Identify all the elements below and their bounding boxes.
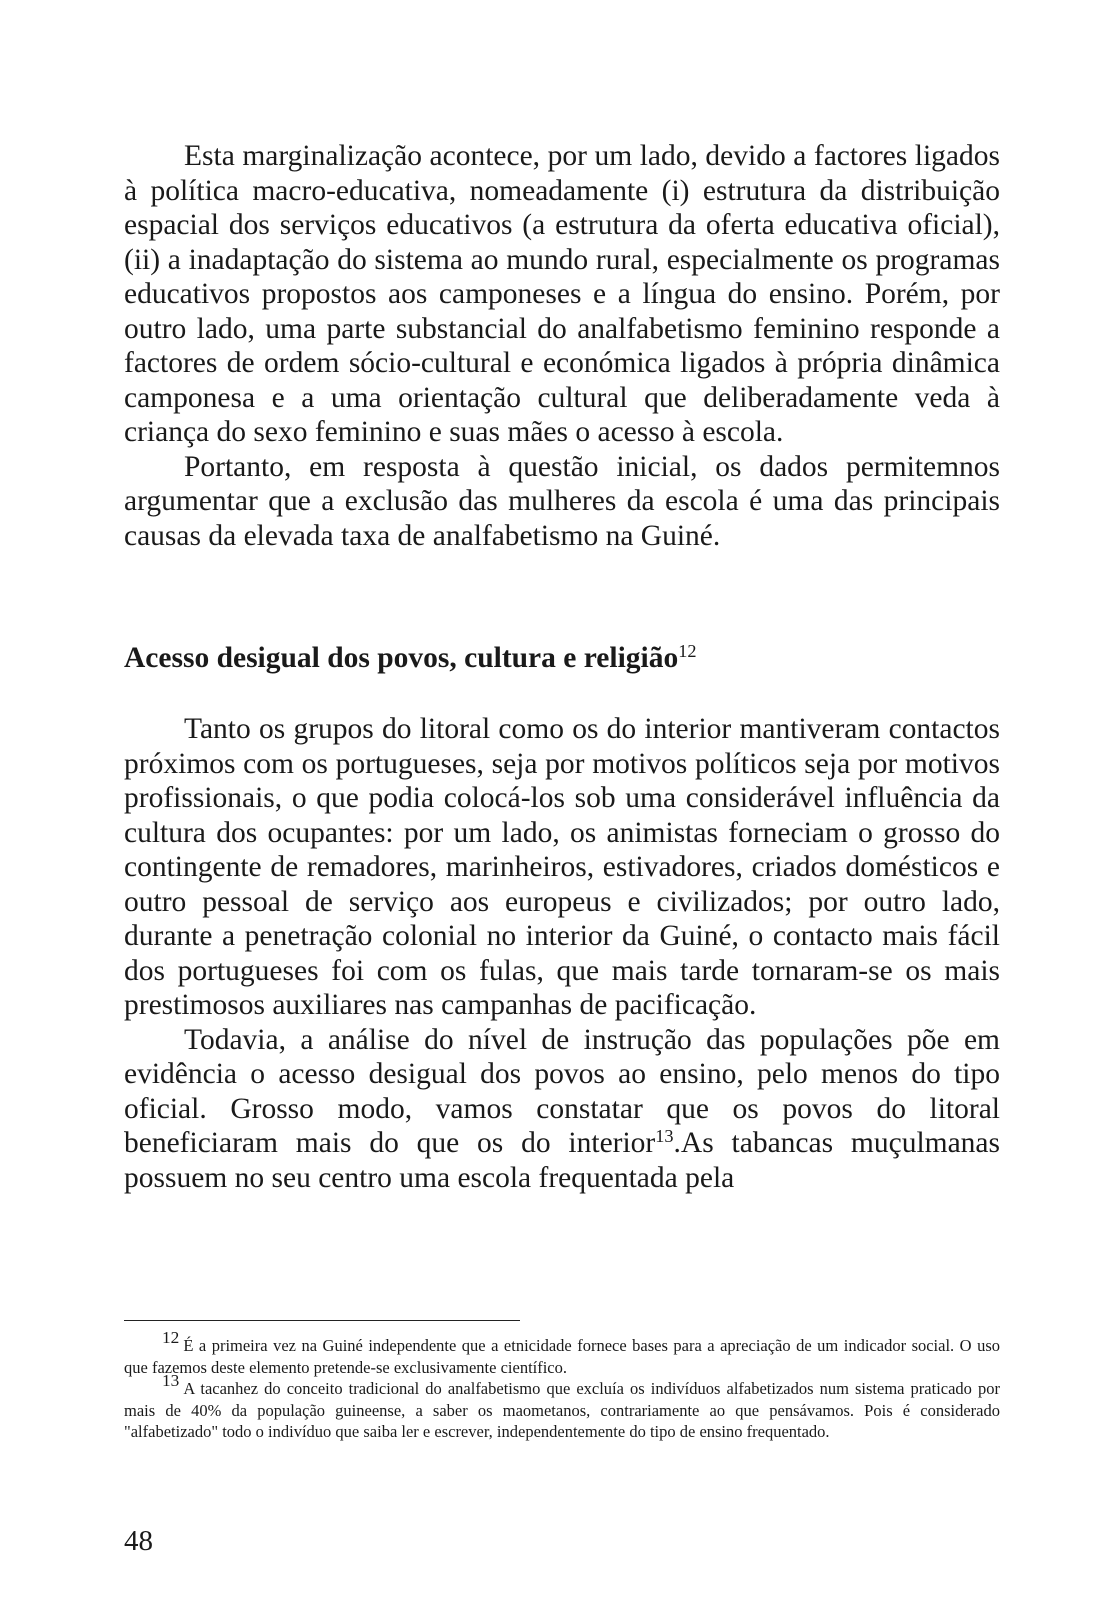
footnote-separator (124, 1320, 520, 1321)
footnote (124, 1371, 1000, 1443)
footnotes (124, 1328, 1000, 1443)
footnote-text: É a primeira vez na Guiné independente que a etnicidade fornece bases para a apreciação de um indicador social. O uso que fazemos deste elemento pretende-se exclusivamente científico. (124, 1336, 1000, 1377)
body-text-bottom (124, 712, 1000, 1195)
paragraph: Tanto os grupos do litoral como os do interior mantiveram contactos próximos com os portugueses, seja por motivos políticos seja por motivos profissionais, o que podia colocá-los sob uma considerável influência da cultura dos ocupantes: por um lado, os animistas forneciam o grosso do contingente de remadores, marinheiros, estivadores, criados domésticos e outro pessoal de serviço aos europeus e civilizados; por outro lado, durante a penetração colonial no interior da Guiné, o contacto mais fácil dos portugueses foi com os fulas, que mais tarde tornaram-se os mais prestimosos auxiliares nas campanhas de pacificação. (124, 713, 1000, 1021)
section-heading-text: Acesso desigual dos povos, cultura e religião (124, 642, 679, 674)
page-number: 48 (124, 1525, 153, 1557)
footnote-ref[interactable]: 12 (678, 640, 697, 661)
footnote-ref[interactable]: 13 (655, 1125, 674, 1146)
section-heading (124, 640, 697, 676)
paragraph (124, 1023, 1000, 1196)
footnote-text: A tacanhez do conceito tradicional do analfabetismo que excluía os indivíduos alfabetizados num sistema praticado por mais de 40% da população guineense, a saber os maometanos, contrariamente ao que pensávamos. Pois é considerado "alfabetizado" todo o indivíduo que saiba ler e escrever, independentemente do tipo de ensino frequentado. (124, 1379, 1000, 1441)
footnote-number: 12 (162, 1328, 180, 1348)
footnote (124, 1328, 1000, 1378)
body-text-top (124, 139, 1000, 553)
paragraph-text: Todavia, a análise do nível de instrução das populações põe em evidência o acesso desigual dos povos ao ensino, pelo menos do tipo oficial. Grosso modo, vamos constatar que os povos do litoral beneficiaram mais do que os do interior (124, 1023, 1000, 1159)
paragraph-text: .As tabancas muçulmanas possuem no seu centro uma escola frequentada pela (124, 1127, 1000, 1194)
paragraph: Portanto, em resposta à questão inicial, os dados permitemnos argumentar que a exclusão das mulheres da escola é uma das principais causas da elevada taxa de analfabetismo na Guiné. (124, 450, 1000, 552)
footnote-number: 13 (162, 1371, 180, 1391)
paragraph: Esta marginalização acontece, por um lado, devido a factores ligados à política macro-educativa, nomeadamente (i) estrutura da distribuição espacial dos serviços educativos (a estrutura da oferta educativa oficial), (ii) a inadaptação do sistema ao mundo rural, especialmente os programas educativos propostos aos camponeses e a língua do ensino. Porém, por outro lado, uma parte substancial do analfabetismo feminino responde a factores de ordem sócio-cultural e económica ligados à própria dinâmica camponesa e a uma orientação cultural que deliberadamente veda à criança do sexo feminino e suas mães o acesso à escola. (124, 140, 1000, 448)
